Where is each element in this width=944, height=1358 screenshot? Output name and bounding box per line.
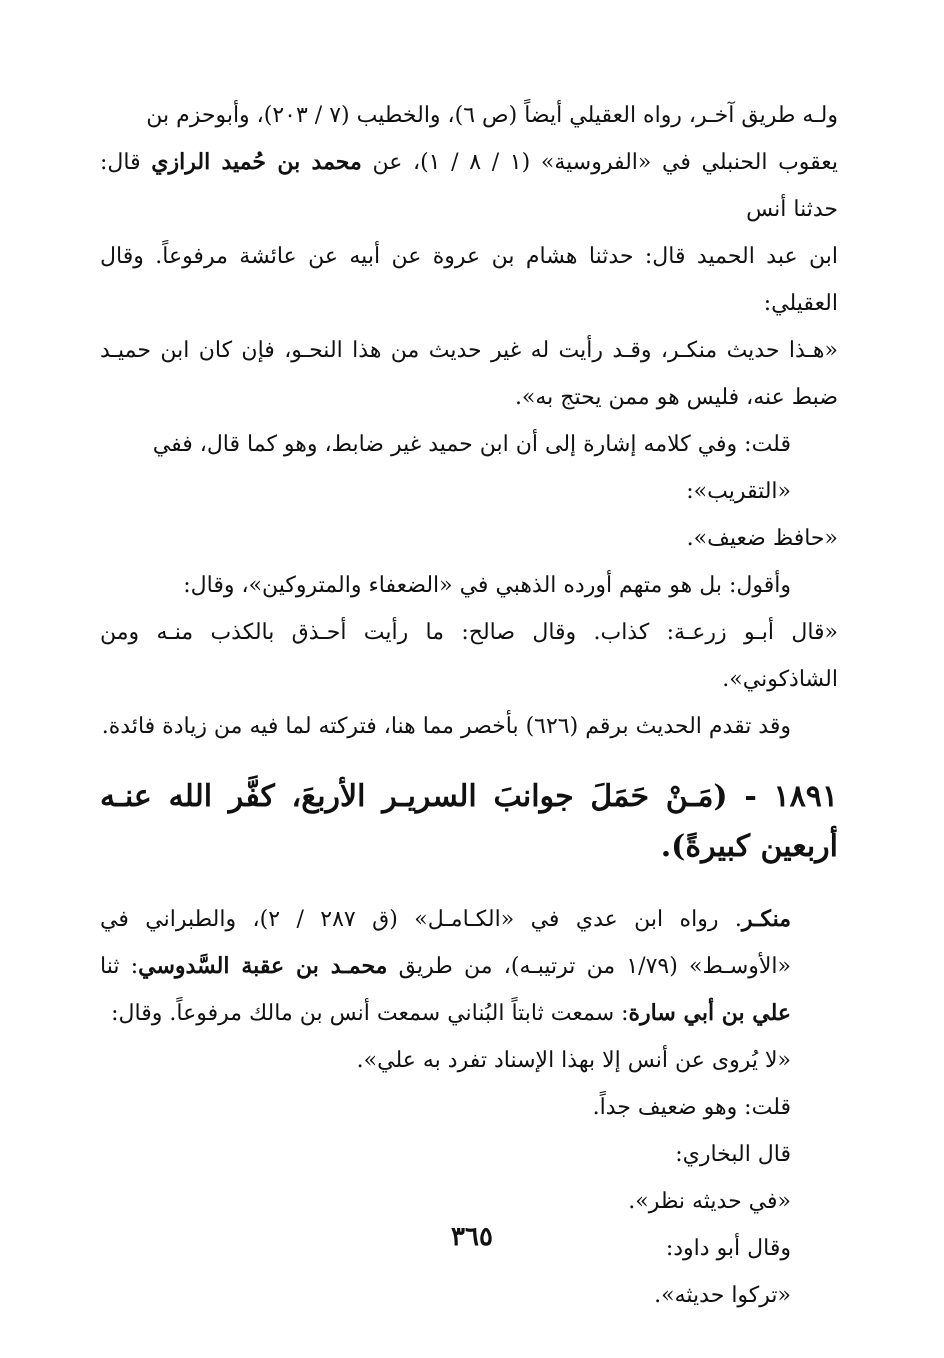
page-number: ٣٦٥	[451, 1222, 493, 1252]
quote-taqrib: «حافظ ضعيف».	[686, 526, 838, 551]
munkar-text-b: : ثنا	[100, 954, 139, 979]
munkar-text-c: : سمعت ثابتاً البُناني سمعت أنس بن مالك مرفوعاً. وقال:	[111, 1001, 629, 1026]
narrator-name-bold: محمد بن حُميد الرازي	[151, 149, 362, 175]
narrator-sadusi-bold: محمـد بن عقبة السَّدوسي	[138, 953, 388, 979]
paragraph-qult-2: قلت: وهو ضعيف جداً.	[592, 1095, 791, 1120]
page-body	[100, 92, 838, 1319]
verdict-munkar: منكـر	[741, 906, 792, 932]
quote-uqayli: «هـذا حديث منكـر، وقـد رأيت له غير حديث من هذا النحـو، فإن كان ابن حميـد ضبط عنه، فليس هو ممن يحتج به».	[100, 338, 838, 410]
paragraph-abu-dawud: وقال أبو داود:	[665, 1236, 791, 1261]
paragraph-qult-1: قلت: وفي كلامه إشارة إلى أن ابن حميد غير ضابط، وهو كما قال، ففي «التقريب»:	[152, 432, 791, 504]
quote-abu-dawud: «تركوا حديثه».	[654, 1283, 791, 1308]
intro-line-2a: يعقوب الحنبلي في «الفروسية» (١ / ٨ / ١)، عن	[361, 150, 839, 175]
paragraph-munkar	[100, 896, 838, 1037]
intro-line-2b: قال: حدثنا أنس	[100, 150, 838, 222]
paragraph-intro	[100, 92, 838, 327]
paragraph-bukhari: قال البخاري:	[675, 1142, 791, 1167]
quote-abu-zura: «قال أبـو زرعـة: كذاب. وقال صالح: ما رأيت أحـذق بالكذب منـه ومن الشاذكوني».	[100, 620, 838, 692]
intro-line-3: ابن عبد الحميد قال: حدثنا هشام بن عروة عن أبيه عن عائشة مرفوعاً. وقال العقيلي:	[100, 244, 838, 316]
munkar-text-a: . رواه ابن عدي في «الكـامـل» (ق ٢٨٧ / ٢)، والطبراني في «الأوسـط» (١/٧٩ من ترتيبـه)، من طريق	[100, 907, 791, 979]
narrator-ali-bold: علي بن أبي سارة	[628, 1000, 791, 1026]
hadith-heading: ١٨٩١ - (مَـنْ حَمَلَ جوانبَ السريـر الأربعَ، كفَّر الله عنـه أربعين كبيرةً).	[100, 779, 838, 864]
intro-line-1: ولـه طريق آخـر، رواه العقيلي أيضاً (ص ٦)، والخطيب (٧ / ٢٠٣)، وأبوحزم بن	[146, 103, 838, 128]
quote-tabarani: «لا يُروى عن أنس إلا بهذا الإسناد تفرد به علي».	[356, 1048, 791, 1073]
paragraph-taqaddam: وقد تقدم الحديث برقم (٦٢٦) بأخصر مما هنا، فتركته لما فيه من زيادة فائدة.	[101, 714, 791, 739]
quote-bukhari: «في حديثه نظر».	[628, 1189, 791, 1214]
paragraph-aqul: وأقول: بل هو متهم أورده الذهبي في «الضعفاء والمتروكين»، وقال:	[183, 573, 791, 598]
